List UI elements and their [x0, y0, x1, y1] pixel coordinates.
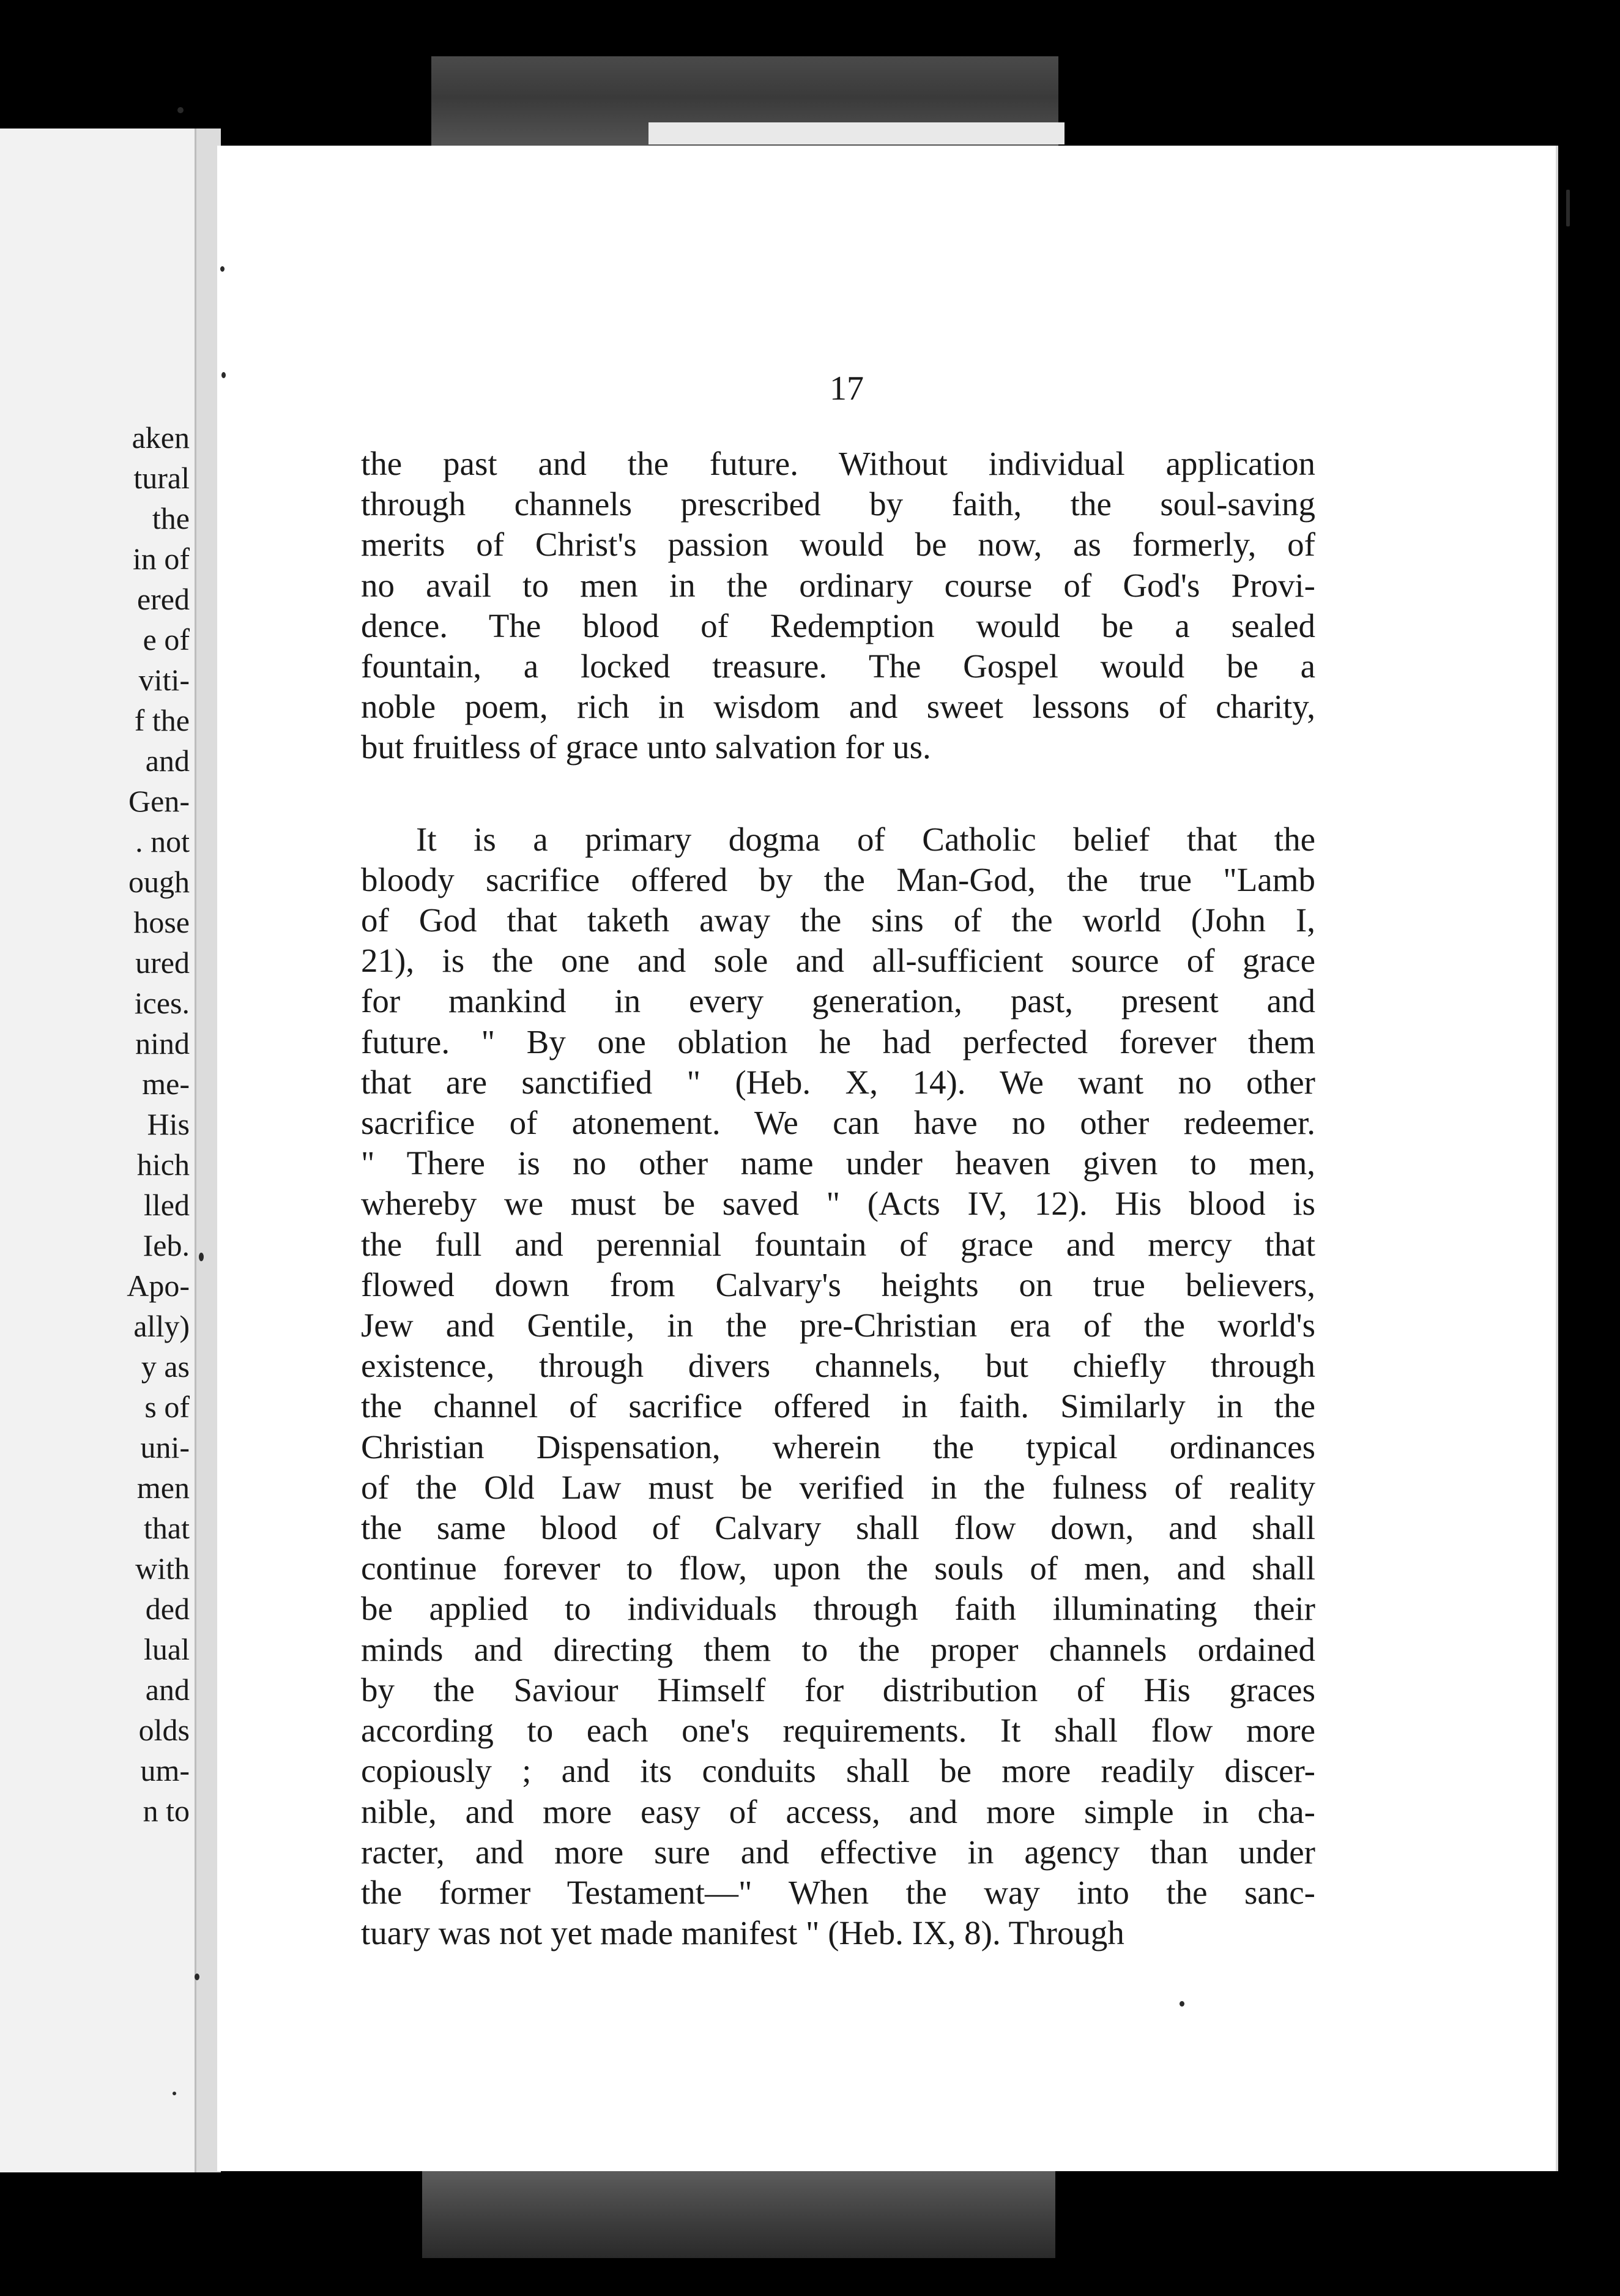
text-line: through channels prescribed by faith, the soul-saving — [361, 485, 1315, 523]
text-line: of the Old Law must be verified in the fulness of reality — [361, 1468, 1315, 1506]
text-line: flowed down from Calvary's heights on true believers, — [361, 1265, 1315, 1303]
left-page-fragment: ally) — [133, 1309, 190, 1343]
text-line: merits of Christ's passion would be now, as formerly, of — [361, 526, 1315, 564]
left-page-fragment: hose — [133, 905, 190, 939]
text-line: fountain, a locked treasure. The Gospel would be a — [361, 647, 1315, 685]
left-page-fragment: lual — [144, 1632, 190, 1666]
left-page-fragment: Gen- — [128, 784, 190, 818]
text-line: noble poem, rich in wisdom and sweet lessons of charity, — [361, 688, 1315, 726]
bottom-clamp-strip — [422, 2171, 1055, 2258]
text-line: whereby we must be saved " (Acts IV, 12). His blood is — [361, 1185, 1315, 1223]
left-page-fragment: and — [145, 1672, 190, 1707]
text-line: the same blood of Calvary shall flow down, and shall — [361, 1509, 1315, 1547]
speck — [220, 266, 225, 272]
left-page-fragment: nind — [135, 1026, 190, 1060]
left-page-fragment: hich — [136, 1147, 190, 1182]
left-page-fragment: me- — [142, 1067, 190, 1101]
paragraph — [361, 444, 1315, 768]
text-line: 21), is the one and sole and all-sufficient source of grace — [361, 942, 1315, 980]
left-page-fragment: e of — [143, 622, 190, 657]
text-line: that are sanctified " (Heb. X, 14). We want no other — [361, 1063, 1315, 1101]
left-page-fragment: ured — [135, 945, 190, 980]
left-page-fragment: with — [135, 1551, 190, 1586]
text-line: dence. The blood of Redemption would be a sealed — [361, 606, 1315, 644]
left-page-fragment: Apo- — [127, 1269, 190, 1303]
left-page-fragment: ough — [128, 865, 190, 899]
speck — [195, 1974, 199, 1980]
left-page-fragment: . not — [135, 824, 190, 859]
text-line: of God that taketh away the sins of the world (John I, — [361, 901, 1315, 939]
text-line: existence, through divers channels, but chiefly through — [361, 1347, 1315, 1385]
body-text — [361, 444, 1315, 1953]
left-page-fragment: and — [145, 744, 190, 778]
text-line: Jew and Gentile, in the pre-Christian era of the world's — [361, 1306, 1315, 1344]
text-line: but fruitless of grace unto salvation for us. — [361, 728, 931, 766]
text-line: the channel of sacrifice offered in faith. Similarly in the — [361, 1387, 1315, 1425]
text-line: the full and perennial fountain of grace and mercy that — [361, 1225, 1315, 1263]
left-page-fragment: in of — [132, 542, 190, 576]
left-page-fragment: s of — [144, 1390, 190, 1424]
text-line: " There is no other name under heaven given to men, — [361, 1144, 1315, 1182]
speck — [173, 2092, 176, 2095]
text-line: be applied to individuals through faith illuminating their — [361, 1590, 1315, 1628]
text-line: bloody sacrifice offered by the Man-God, the true "Lamb — [361, 860, 1315, 898]
left-page-fragment: n to — [143, 1794, 190, 1828]
left-page-text-fragments — [127, 417, 190, 1831]
text-line: It is a primary dogma of Catholic belief that the — [416, 820, 1315, 858]
paragraph — [361, 819, 1315, 1954]
left-page-fragment: y as — [141, 1349, 190, 1384]
text-line: Christian Dispensation, wherein the typical ordinances — [361, 1428, 1315, 1466]
text-line: tuary was not yet made manifest " (Heb. IX, 8). Through — [361, 1914, 1124, 1952]
text-line: the former Testament—" When the way into the sanc- — [361, 1873, 1315, 1911]
left-page-fragment: um- — [140, 1753, 190, 1787]
text-line: continue forever to flow, upon the souls of men, and shall — [361, 1549, 1315, 1587]
speck — [221, 372, 226, 378]
left-page-fragment: Ieb. — [143, 1228, 190, 1262]
text-line: by the Saviour Himself for distribution of His graces — [361, 1671, 1315, 1709]
left-page — [0, 129, 195, 2172]
left-page-fragment: uni- — [140, 1430, 190, 1464]
left-page-fragment: ered — [136, 582, 190, 616]
left-page-fragment: lled — [144, 1188, 190, 1222]
text-line: nible, and more easy of access, and more simple in cha- — [361, 1792, 1315, 1830]
page-number: 17 — [830, 370, 864, 408]
speck — [1180, 2001, 1184, 2007]
left-page-fragment: aken — [132, 420, 190, 455]
left-page-fragment: f the — [134, 703, 190, 737]
text-line: minds and directing them to the proper channels ordained — [361, 1630, 1315, 1668]
text-line: no avail to men in the ordinary course of God's Provi- — [361, 566, 1315, 604]
text-line: sacrifice of atonement. We can have no other redeemer. — [361, 1104, 1315, 1142]
left-page-fragment: the — [152, 501, 190, 535]
left-page-fragment: viti- — [138, 663, 190, 697]
text-line: copiously ; and its conduits shall be more readily discer- — [361, 1752, 1315, 1790]
speck — [177, 107, 184, 113]
clamp-shadow — [648, 122, 1065, 144]
left-page-fragment: men — [136, 1470, 190, 1505]
text-line: according to each one's requirements. It shall flow more — [361, 1712, 1315, 1750]
left-page-fragment: that — [144, 1511, 190, 1545]
left-page-fragment: ded — [145, 1592, 190, 1626]
left-page-fragment: olds — [138, 1713, 190, 1747]
left-page-fragment: ices. — [134, 986, 190, 1020]
left-page-fragment: His — [147, 1107, 190, 1141]
left-page-fragment: tural — [133, 461, 190, 495]
text-line: for mankind in every generation, past, present and — [361, 982, 1315, 1020]
speck — [199, 1253, 204, 1261]
speck — [1566, 190, 1570, 226]
paragraph-gap — [361, 768, 1315, 819]
text-line: future. " By one oblation he had perfected forever them — [361, 1023, 1315, 1060]
text-line: the past and the future. Without individual application — [361, 445, 1315, 482]
text-line: racter, and more sure and effective in agency than under — [361, 1833, 1315, 1871]
